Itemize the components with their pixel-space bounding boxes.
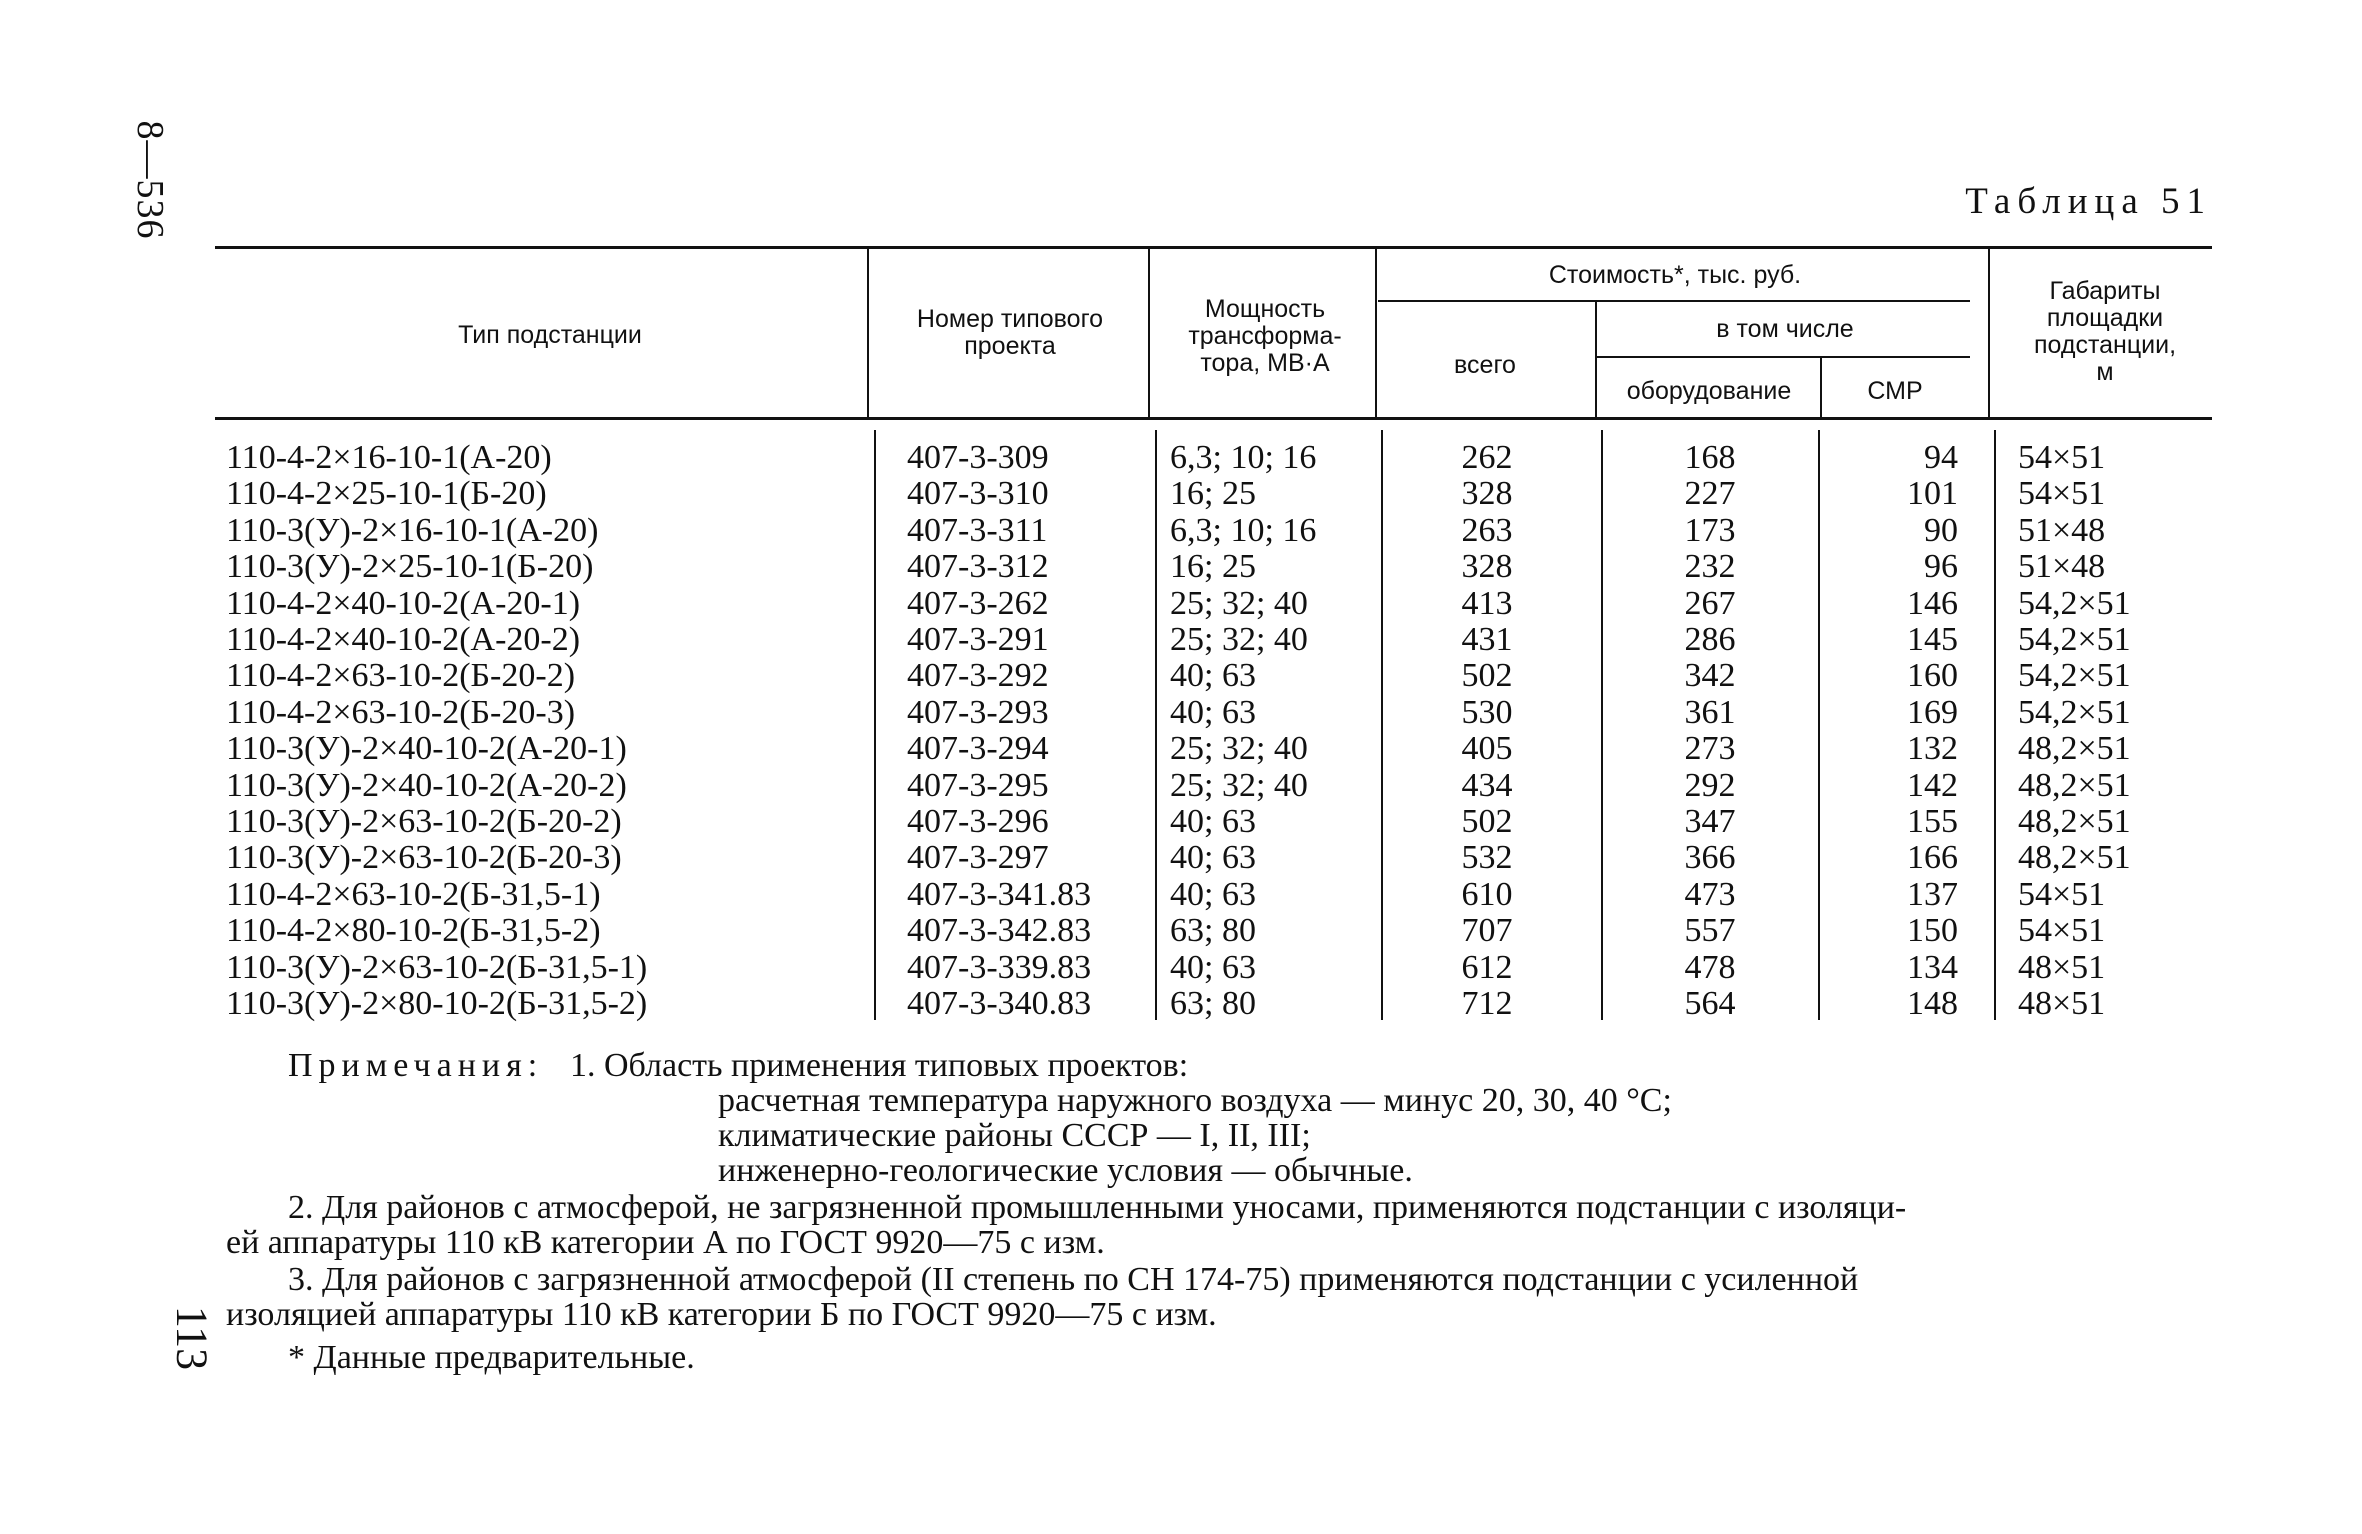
cell-size: 54,2×51 bbox=[2018, 621, 2131, 658]
cell-power: 63; 80 bbox=[1170, 985, 1256, 1022]
cell-smr: 132 bbox=[1907, 730, 1958, 767]
document-code: 8—536 bbox=[129, 120, 171, 240]
table-row bbox=[0, 440, 2362, 476]
cell-project: 407-3-291 bbox=[907, 621, 1049, 658]
header-total: всего bbox=[1454, 351, 1516, 379]
cell-total: 612 bbox=[1461, 949, 1513, 986]
cell-total: 434 bbox=[1461, 767, 1513, 804]
cell-smr: 96 bbox=[1924, 548, 1958, 585]
note-1-geology: инженерно-геологические условия — обычные. bbox=[718, 1152, 1413, 1189]
cell-total: 707 bbox=[1461, 912, 1513, 949]
cell-power: 40; 63 bbox=[1170, 803, 1256, 840]
cell-equipment: 557 bbox=[1684, 912, 1736, 949]
cell-smr: 142 bbox=[1907, 767, 1958, 804]
header-power: Мощность трансформа- тора, МВ·А bbox=[1188, 295, 1342, 377]
cell-equipment: 564 bbox=[1684, 985, 1736, 1022]
cell-total: 328 bbox=[1461, 475, 1513, 512]
cell-smr: 137 bbox=[1907, 876, 1958, 913]
cell-total: 712 bbox=[1461, 985, 1513, 1022]
cell-smr: 166 bbox=[1907, 839, 1958, 876]
cell-equipment: 286 bbox=[1684, 621, 1736, 658]
cell-project: 407-3-262 bbox=[907, 585, 1049, 622]
cell-smr: 94 bbox=[1924, 439, 1958, 476]
cell-project: 407-3-341.83 bbox=[907, 876, 1092, 913]
note-1: 1. Область применения типовых проектов: bbox=[570, 1047, 1189, 1084]
cell-type: 110-3(У)-2×16-10-1(А-20) bbox=[226, 512, 599, 549]
cell-size: 54×51 bbox=[2018, 876, 2106, 913]
note-3-line-2: изоляцией аппаратуры 110 кВ категории Б по ГОСТ 9920—75 с изм. bbox=[226, 1296, 1217, 1333]
cell-size: 48,2×51 bbox=[2018, 803, 2131, 840]
cell-power: 16; 25 bbox=[1170, 475, 1256, 512]
cell-size: 54×51 bbox=[2018, 439, 2106, 476]
cell-type: 110-4-2×25-10-1(Б-20) bbox=[226, 475, 547, 512]
cell-power: 6,3; 10; 16 bbox=[1170, 512, 1317, 549]
cell-project: 407-3-293 bbox=[907, 694, 1049, 731]
cell-total: 262 bbox=[1461, 439, 1513, 476]
cost-header-rule bbox=[1378, 300, 1970, 302]
cell-equipment: 168 bbox=[1684, 439, 1736, 476]
cell-smr: 148 bbox=[1907, 985, 1958, 1022]
cell-total: 532 bbox=[1461, 839, 1513, 876]
cell-total: 328 bbox=[1461, 548, 1513, 585]
header-divider bbox=[1375, 249, 1377, 417]
cell-type: 110-3(У)-2×40-10-2(А-20-1) bbox=[226, 730, 627, 767]
cell-size: 48×51 bbox=[2018, 985, 2106, 1022]
header-divider bbox=[1595, 302, 1597, 417]
cell-equipment: 347 bbox=[1684, 803, 1736, 840]
cell-size: 54,2×51 bbox=[2018, 585, 2131, 622]
note-2-line-2: ей аппаратуры 110 кВ категории А по ГОСТ 9920—75 с изм. bbox=[226, 1224, 1105, 1261]
cell-total: 263 bbox=[1461, 512, 1513, 549]
cell-power: 6,3; 10; 16 bbox=[1170, 439, 1317, 476]
cell-size: 48,2×51 bbox=[2018, 730, 2131, 767]
cell-equipment: 473 bbox=[1684, 876, 1736, 913]
cell-equipment: 366 bbox=[1684, 839, 1736, 876]
notes-label: Примечания: bbox=[288, 1047, 544, 1084]
cell-project: 407-3-339.83 bbox=[907, 949, 1092, 986]
cell-equipment: 361 bbox=[1684, 694, 1736, 731]
cell-smr: 146 bbox=[1907, 585, 1958, 622]
cell-smr: 155 bbox=[1907, 803, 1958, 840]
cell-size: 54×51 bbox=[2018, 912, 2106, 949]
cell-project: 407-3-312 bbox=[907, 548, 1049, 585]
cell-equipment: 173 bbox=[1684, 512, 1736, 549]
cell-smr: 134 bbox=[1907, 949, 1958, 986]
cell-power: 25; 32; 40 bbox=[1170, 767, 1308, 804]
cell-type: 110-4-2×40-10-2(А-20-1) bbox=[226, 585, 581, 622]
cell-type: 110-4-2×80-10-2(Б-31,5-2) bbox=[226, 912, 601, 949]
table-row bbox=[0, 658, 2362, 694]
cell-smr: 145 bbox=[1907, 621, 1958, 658]
cell-type: 110-3(У)-2×25-10-1(Б-20) bbox=[226, 548, 594, 585]
cell-type: 110-3(У)-2×40-10-2(А-20-2) bbox=[226, 767, 627, 804]
table-row bbox=[0, 913, 2362, 949]
note-1-temperature: расчетная температура наружного воздуха — минус 20, 30, 40 °С; bbox=[718, 1082, 1672, 1119]
table-row bbox=[0, 622, 2362, 658]
cell-equipment: 267 bbox=[1684, 585, 1736, 622]
including-header-rule bbox=[1595, 356, 1970, 358]
cell-equipment: 292 bbox=[1684, 767, 1736, 804]
table-row bbox=[0, 804, 2362, 840]
note-3-line-1: 3. Для районов с загрязненной атмосферой (II степень по СН 174-75) применяются подстанции с усиленной bbox=[288, 1261, 1859, 1298]
table-row bbox=[0, 840, 2362, 876]
table-row bbox=[0, 950, 2362, 986]
cell-power: 40; 63 bbox=[1170, 839, 1256, 876]
cell-size: 54,2×51 bbox=[2018, 657, 2131, 694]
cell-project: 407-3-311 bbox=[907, 512, 1048, 549]
cell-type: 110-4-2×63-10-2(Б-20-2) bbox=[226, 657, 576, 694]
note-2-line-1: 2. Для районов с атмосферой, не загрязненной промышленными уносами, применяются подстанции с изоляци- bbox=[288, 1189, 1907, 1226]
cell-type: 110-4-2×40-10-2(А-20-2) bbox=[226, 621, 581, 658]
cell-size: 48,2×51 bbox=[2018, 767, 2131, 804]
cell-total: 610 bbox=[1461, 876, 1513, 913]
table-row bbox=[0, 877, 2362, 913]
page-number: 113 bbox=[167, 1305, 217, 1371]
cell-type: 110-4-2×63-10-2(Б-31,5-1) bbox=[226, 876, 601, 913]
header-equipment: оборудование bbox=[1626, 377, 1792, 405]
header-project: Номер типового проекта bbox=[916, 305, 1104, 360]
cell-size: 51×48 bbox=[2018, 548, 2106, 585]
cell-power: 63; 80 bbox=[1170, 912, 1256, 949]
cell-project: 407-3-309 bbox=[907, 439, 1049, 476]
table-top-rule bbox=[215, 246, 2212, 249]
cell-smr: 150 bbox=[1907, 912, 1958, 949]
cell-equipment: 232 bbox=[1684, 548, 1736, 585]
cell-project: 407-3-296 bbox=[907, 803, 1049, 840]
cell-power: 40; 63 bbox=[1170, 694, 1256, 731]
cell-size: 54,2×51 bbox=[2018, 694, 2131, 731]
table-row bbox=[0, 695, 2362, 731]
cell-equipment: 342 bbox=[1684, 657, 1736, 694]
cell-project: 407-3-294 bbox=[907, 730, 1049, 767]
cell-power: 16; 25 bbox=[1170, 548, 1256, 585]
cell-equipment: 227 bbox=[1684, 475, 1736, 512]
table-row bbox=[0, 476, 2362, 512]
note-1-climate: климатические районы СССР — I, II, III; bbox=[718, 1117, 1311, 1154]
header-type: Тип подстанции bbox=[458, 321, 642, 349]
cell-smr: 169 bbox=[1907, 694, 1958, 731]
cell-smr: 160 bbox=[1907, 657, 1958, 694]
cell-power: 40; 63 bbox=[1170, 949, 1256, 986]
cell-type: 110-3(У)-2×63-10-2(Б-31,5-1) bbox=[226, 949, 648, 986]
cell-project: 407-3-297 bbox=[907, 839, 1049, 876]
cell-size: 48,2×51 bbox=[2018, 839, 2131, 876]
header-size: Габариты площадки подстанции, м bbox=[2033, 277, 2177, 386]
header-divider bbox=[1148, 249, 1150, 417]
cell-equipment: 478 bbox=[1684, 949, 1736, 986]
cell-project: 407-3-292 bbox=[907, 657, 1049, 694]
cell-total: 405 bbox=[1461, 730, 1513, 767]
header-divider bbox=[867, 249, 869, 417]
table-row bbox=[0, 986, 2362, 1022]
cell-power: 40; 63 bbox=[1170, 657, 1256, 694]
cell-project: 407-3-295 bbox=[907, 767, 1049, 804]
cell-project: 407-3-310 bbox=[907, 475, 1049, 512]
cell-type: 110-4-2×16-10-1(А-20) bbox=[226, 439, 552, 476]
header-divider bbox=[1820, 358, 1822, 417]
footnote: * Данные предварительные. bbox=[288, 1339, 695, 1376]
cell-type: 110-3(У)-2×80-10-2(Б-31,5-2) bbox=[226, 985, 648, 1022]
cell-equipment: 273 bbox=[1684, 730, 1736, 767]
cell-total: 431 bbox=[1461, 621, 1513, 658]
header-divider bbox=[1988, 249, 1990, 417]
table-row bbox=[0, 768, 2362, 804]
table-row bbox=[0, 549, 2362, 585]
cell-size: 51×48 bbox=[2018, 512, 2106, 549]
cell-smr: 101 bbox=[1907, 475, 1958, 512]
cell-type: 110-3(У)-2×63-10-2(Б-20-3) bbox=[226, 839, 622, 876]
cell-total: 502 bbox=[1461, 657, 1513, 694]
cell-total: 413 bbox=[1461, 585, 1513, 622]
cell-smr: 90 bbox=[1924, 512, 1958, 549]
header-cost: Стоимость*, тыс. руб. bbox=[1548, 261, 1802, 289]
header-including: в том числе bbox=[1716, 315, 1854, 343]
cell-project: 407-3-340.83 bbox=[907, 985, 1092, 1022]
table-row bbox=[0, 586, 2362, 622]
cell-size: 48×51 bbox=[2018, 949, 2106, 986]
cell-total: 502 bbox=[1461, 803, 1513, 840]
cell-power: 25; 32; 40 bbox=[1170, 621, 1308, 658]
cell-type: 110-3(У)-2×63-10-2(Б-20-2) bbox=[226, 803, 622, 840]
header-smr: СМР bbox=[1867, 377, 1923, 405]
cell-size: 54×51 bbox=[2018, 475, 2106, 512]
table-title: Таблица 51 bbox=[1965, 181, 2212, 222]
cell-power: 25; 32; 40 bbox=[1170, 585, 1308, 622]
cell-total: 530 bbox=[1461, 694, 1513, 731]
cell-project: 407-3-342.83 bbox=[907, 912, 1092, 949]
header-bottom-rule bbox=[215, 417, 2212, 420]
table-row bbox=[0, 513, 2362, 549]
table-row bbox=[0, 731, 2362, 767]
cell-power: 25; 32; 40 bbox=[1170, 730, 1308, 767]
cell-power: 40; 63 bbox=[1170, 876, 1256, 913]
cell-type: 110-4-2×63-10-2(Б-20-3) bbox=[226, 694, 576, 731]
